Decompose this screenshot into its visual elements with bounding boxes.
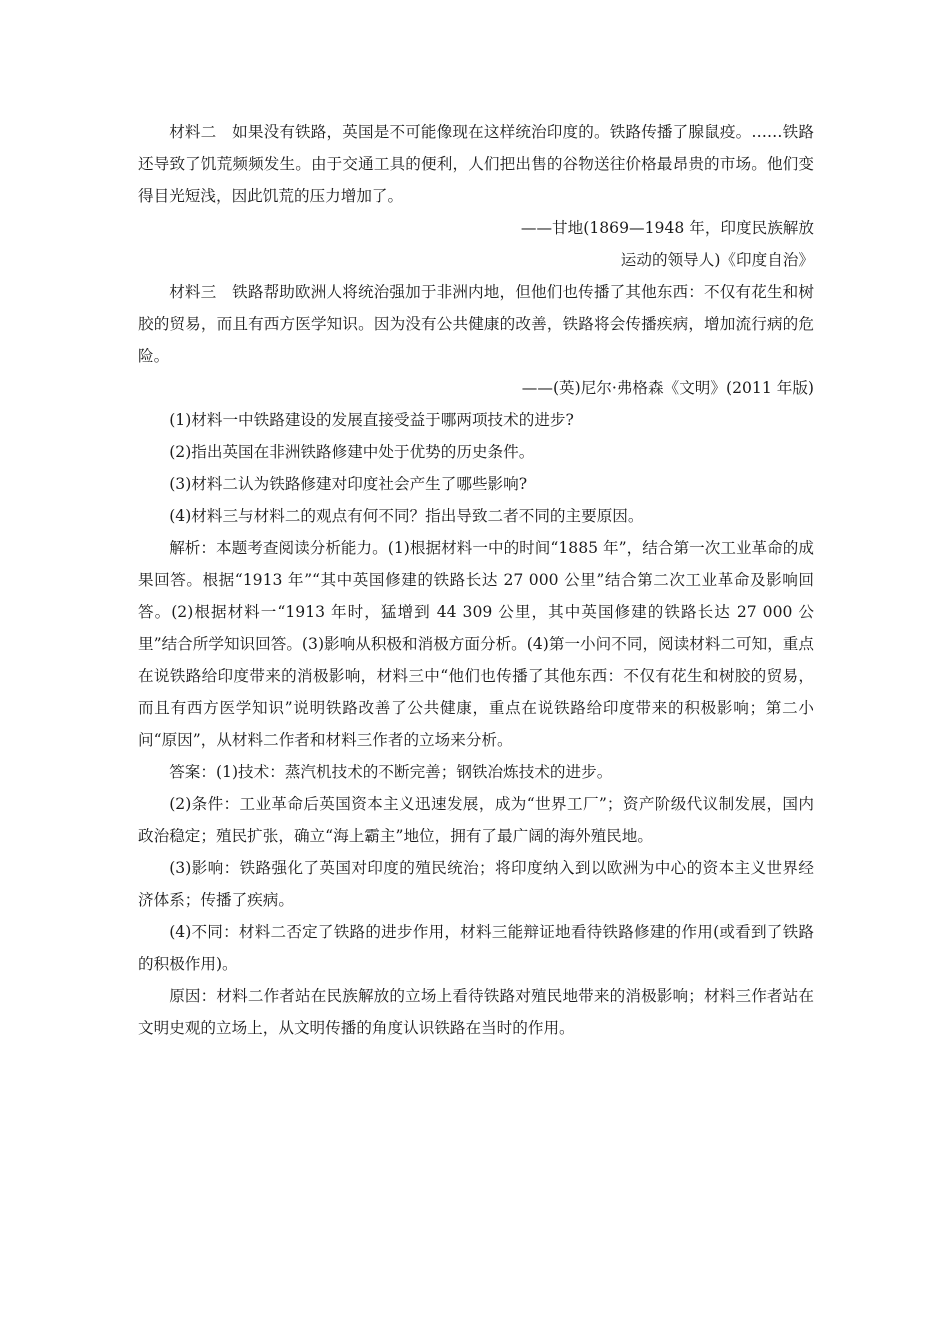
answer-1: 答案：(1)技术：蒸汽机技术的不断完善；钢铁冶炼技术的进步。 [169, 763, 613, 781]
answer-2: (2)条件：工业革命后英国资本主义迅速发展，成为“世界工厂”；资产阶级代议制发展，国内政治稳定；殖民扩张，确立“海上霸主”地位，拥有了最广阔的海外殖民地。 [138, 795, 814, 845]
answer-3: (3)影响：铁路强化了英国对印度的殖民统治；将印度纳入到以欧洲为中心的资本主义世界经济体系；传播了疾病。 [138, 859, 814, 909]
answer-4: (4)不同：材料二否定了铁路的进步作用，材料三能辩证地看待铁路修建的作用(或看到了铁路的积极作用)。 [138, 923, 814, 973]
material-two-text: 材料二 如果没有铁路，英国是不可能像现在这样统治印度的。铁路传播了腺鼠疫。……铁路还导致了饥荒频频发生。由于交通工具的便利，人们把出售的谷物送往价格最昂贵的市场。他们变得目光短浅，因此饥荒的压力增加了。 [138, 123, 814, 205]
material-two-source-line-2: 运动的领导人)《印度自治》 [620, 251, 814, 269]
question-1: (1)材料一中铁路建设的发展直接受益于哪两项技术的进步? [169, 411, 574, 429]
document-page [138, 116, 814, 1044]
material-two-source-line-1: ——甘地(1869—1948 年，印度民族解放 [520, 219, 814, 237]
question-4: (4)材料三与材料二的观点有何不同？指出导致二者不同的主要原因。 [169, 507, 644, 525]
question-3: (3)材料二认为铁路修建对印度社会产生了哪些影响? [169, 475, 528, 493]
material-three-source: ——(英)尼尔·弗格森《文明》(2011 年版) [521, 379, 814, 397]
question-2: (2)指出英国在非洲铁路修建中处于优势的历史条件。 [169, 443, 535, 461]
analysis-paragraph: 解析：本题考查阅读分析能力。(1)根据材料一中的时间“1885 年”，结合第一次工业革命的成果回答。根据“1913 年”“其中英国修建的铁路长达 27 000 公里”结合第二次工业革命及影响回答。(2)根据材料一“1913 年时，猛增到 44 309 公里，其中英国修建的铁路长达 27 000 公里”结合所学知识回答。(3)影响从积极和消极方面分析。(4)第一小问不同，阅读材料二可知，重点在说铁路给印度带来的消极影响，材料三中“他们也传播了其他东西：不仅有花生和树胶的贸易，而且有西方医学知识”说明铁路改善了公共健康，重点在说铁路给印度带来的积极影响；第二小问“原因”，从材料二作者和材料三作者的立场来分析。 [138, 539, 814, 749]
material-three-text: 材料三 铁路帮助欧洲人将统治强加于非洲内地，但他们也传播了其他东西：不仅有花生和树胶的贸易，而且有西方医学知识。因为没有公共健康的改善，铁路将会传播疾病，增加流行病的危险。 [138, 283, 814, 365]
answer-reason: 原因：材料二作者站在民族解放的立场上看待铁路对殖民地带来的消极影响；材料三作者站在文明史观的立场上，从文明传播的角度认识铁路在当时的作用。 [138, 987, 814, 1037]
